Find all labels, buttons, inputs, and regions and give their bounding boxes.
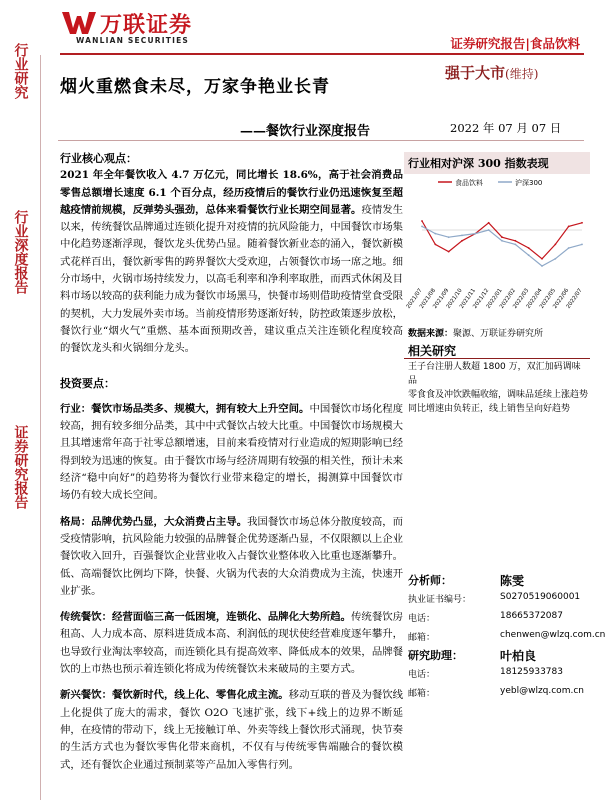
- x-tick-label: 2022/02: [498, 287, 517, 310]
- x-tick-label: 2021/07: [405, 287, 424, 310]
- x-tick-label: 2021/12: [472, 287, 491, 310]
- sidebar-text-middle: 行业深度报告: [12, 210, 29, 294]
- x-tick-label: 2021/11: [458, 287, 477, 310]
- legend-label: 沪深300: [515, 179, 543, 187]
- sidebar-label-bottom: [0, 425, 40, 514]
- data-point: [581, 244, 583, 246]
- data-point: [448, 236, 450, 238]
- point-traditional-bold: 传统餐饮：经营面临三高一低困境，连锁化、品牌化大势所趋。: [60, 611, 352, 624]
- core-view-heading: 行业核心观点：: [60, 152, 137, 165]
- analyst-role: 分析师：: [408, 574, 452, 587]
- rating-text: 强于大市: [445, 64, 506, 82]
- x-tick-label: 2021/08: [418, 287, 437, 310]
- report-title: 烟火重燃食未尽，万家争艳业长青: [60, 77, 330, 97]
- data-point: [421, 220, 423, 222]
- data-point: [541, 258, 543, 260]
- report-date: 2022 年 07 月 07 日: [450, 121, 562, 135]
- mail-value[interactable]: chenwen@wlzq.com.cn: [500, 630, 605, 640]
- data-point: [434, 233, 436, 235]
- rating-note: (维持): [505, 67, 539, 81]
- report-subtitle: ——餐饮行业深度报告: [240, 124, 371, 139]
- point-traditional-text: 传统餐饮房租高、人力成本高、原料进货成本高、利润低的现状使经营难度逐年攀升，也导致行业淘汰率较高，而连锁化具有提高效率、降低成本的效果，品牌餐饮的上市热也预示着连锁化将成为传统餐饮未来破局的主要方式。: [60, 611, 403, 676]
- data-point: [488, 222, 490, 224]
- legend-label: 食品饮料: [455, 179, 483, 187]
- data-point: [474, 233, 476, 235]
- data-point: [528, 254, 530, 256]
- data-point: [514, 240, 516, 242]
- sidebar-divider: [40, 55, 41, 800]
- point-landscape-bold: 格局：品牌优势凸显，大众消费占主导。: [60, 515, 248, 528]
- data-point: [514, 244, 516, 246]
- x-tick-label: 2022/03: [512, 287, 531, 310]
- sidebar-label-top: [0, 43, 40, 104]
- data-point: [501, 236, 503, 238]
- point-emerging: [60, 687, 403, 773]
- x-tick-label: 2022/05: [538, 287, 557, 310]
- data-point: [581, 222, 583, 224]
- page-header: [0, 0, 600, 52]
- x-tick-label: 2022/01: [485, 287, 504, 310]
- report-type-label: 证券研究报告|食品饮料: [450, 36, 580, 51]
- data-point: [554, 258, 556, 260]
- assistant-name: 叶柏良: [500, 649, 537, 663]
- data-point: [541, 265, 543, 267]
- rating-badge: [445, 62, 538, 83]
- logo-text-en: WANLIAN SECURITIES: [76, 36, 189, 45]
- main-content: [60, 150, 403, 774]
- assistant-role: 研究助理：: [408, 649, 463, 662]
- analyst-block: [408, 572, 605, 701]
- title-divider: [58, 140, 584, 141]
- point-emerging-bold: 新兴餐饮：餐饮新时代，线上化、零售化成主流。: [60, 689, 289, 702]
- core-view-text: 疫情发生以来，传统餐饮品牌通过连锁化提升对疫情的抗风险能力，中国餐饮市场集中化趋势逐渐浮现，餐饮龙头优势凸显。随着餐饮新业态的涌入，餐饮新模式花样百出，餐饮新零售的跨界餐饮大受欢迎，占领餐饮市场一席之地。细分市场中，火锅市场持续发力，以高毛利率和净利率取胜，而西式休闲及目料市场以较高的获利能力成为餐饮市场黑马，快餐市场则借助疫情堂食受限的契机，大力发展外卖市场。当前疫情形势逐渐好转，防控政策逐步放松，餐饮行业“烟火气”重燃、基本面预期改善，建议重点关注连锁化程度较高的餐饮龙头和火锅细分龙头。: [60, 203, 404, 355]
- tel-label: 电话：: [408, 670, 436, 680]
- core-view-paragraph: [60, 167, 403, 357]
- analyst-name: 陈雯: [500, 574, 525, 588]
- point-landscape: [60, 514, 403, 600]
- mail-label: 邮箱：: [408, 633, 436, 643]
- cert-value: S0270519060001: [500, 592, 581, 602]
- data-point: [568, 226, 570, 228]
- sidebar-label-middle: [0, 210, 40, 299]
- x-tick-label: 2021/09: [432, 287, 451, 310]
- data-point: [421, 226, 423, 228]
- mail-label: 邮箱：: [408, 689, 436, 699]
- source-label: 数据来源：: [408, 329, 454, 339]
- related-item[interactable]: 王子台注册人数超 1800 万，双汇加码调味品: [408, 362, 581, 386]
- chart-title: 行业相对沪深 300 指数表现: [404, 152, 590, 174]
- point-industry: [60, 401, 403, 505]
- data-point: [554, 244, 556, 246]
- cert-label: 执业证书编号：: [408, 595, 472, 605]
- point-landscape-text: 我国餐饮市场总体分散度较高，而受疫情影响，抗风险能力较强的品牌餐企优势逐渐凸显，不仅限额以上企业餐饮收入回升，百强餐饮企业营业收入占餐饮业整体收入比重也逐渐攀升。低、高端餐饮比例均下降，快餐、火锅为代表的大众消费成为主流，快速开业扩张。: [60, 515, 403, 597]
- invest-points-heading: 投资要点：: [60, 376, 115, 390]
- sidebar-text-top: 行业研究: [12, 43, 29, 99]
- data-point: [568, 247, 570, 249]
- point-emerging-text: 移动互联的普及为餐饮线上化提供了庞大的需求，餐饮 O2O 飞速扩张，线下+线上的边界不断延伸，在疫情的带动下，线上无接触订单、外卖等线上餐饮形式涌现，快节奏的生活方式也为餐饮零售化带来商机，不仅有与传统零售端融合的餐饮模式，还有餐饮企业通过预制菜等产品加入零售行列。: [60, 689, 404, 771]
- series-line: [422, 221, 582, 259]
- related-item[interactable]: 零食食及冲饮跌幅收缩，调味品延续上涨趋势: [408, 390, 589, 400]
- wanlian-logo-icon: [62, 10, 96, 36]
- related-research-title: 相关研究: [408, 344, 457, 358]
- data-point: [501, 240, 503, 242]
- data-point: [448, 251, 450, 253]
- core-view-bold: 2021 年全年餐饮收入 4.7 万亿元，同比增长 18.6%，高于社会消费品零售总额增长速度 6.1 个百分点，经历疫情后的餐饮行业仍迅速恢复至超越疫情前规模，反弹势头强劲，总体来看餐饮行业长期空间显著。: [60, 169, 403, 216]
- related-divider: [404, 358, 590, 359]
- logo-text-cn: 万联证券: [100, 13, 193, 38]
- source-text: 聚源、万联证券研究所: [453, 329, 544, 339]
- sidebar-text-bottom: 证券研究报告: [12, 425, 29, 509]
- tel-value: 18665372087: [500, 611, 563, 621]
- data-point: [461, 240, 463, 242]
- tel-value: 18125933783: [500, 667, 563, 677]
- x-tick-label: 2022/07: [565, 287, 584, 310]
- point-traditional: [60, 609, 403, 678]
- data-point: [434, 244, 436, 246]
- x-tick-label: 2021/10: [445, 287, 464, 310]
- chart-source: [408, 326, 588, 339]
- related-item[interactable]: 同比增速由负转正，线上销售呈向好趋势: [408, 404, 571, 414]
- header-divider: [60, 53, 584, 55]
- mail-value[interactable]: yebl@wlzq.com.cn: [500, 686, 584, 696]
- data-point: [528, 247, 530, 249]
- data-point: [461, 235, 463, 237]
- point-industry-bold: 行业：餐饮市场品类多、规模大，拥有较大上升空间。: [60, 402, 310, 415]
- x-tick-label: 2022/06: [552, 287, 571, 310]
- related-research-list: [408, 360, 588, 416]
- performance-chart: [405, 172, 588, 322]
- tel-label: 电话：: [408, 614, 436, 624]
- x-tick-label: 2022/04: [525, 287, 544, 310]
- series-line: [422, 226, 582, 266]
- data-point: [488, 229, 490, 231]
- point-industry-text: 中国餐饮市场化程度较高，拥有较多细分品类，其中中式餐饮占较大比重。中国餐饮市场规模大且其增速常年高于社零总额增速，目前来看疫情对行业造成的短期影响已经得到较为迅速的恢复。由于餐饮市场与经济周期有较强的相关性，预计未来经济“稳中向好”的趋势将为餐饮行业带来稳定的增长，揭测算中国餐饮市场仍有较大成长空间。: [60, 402, 404, 502]
